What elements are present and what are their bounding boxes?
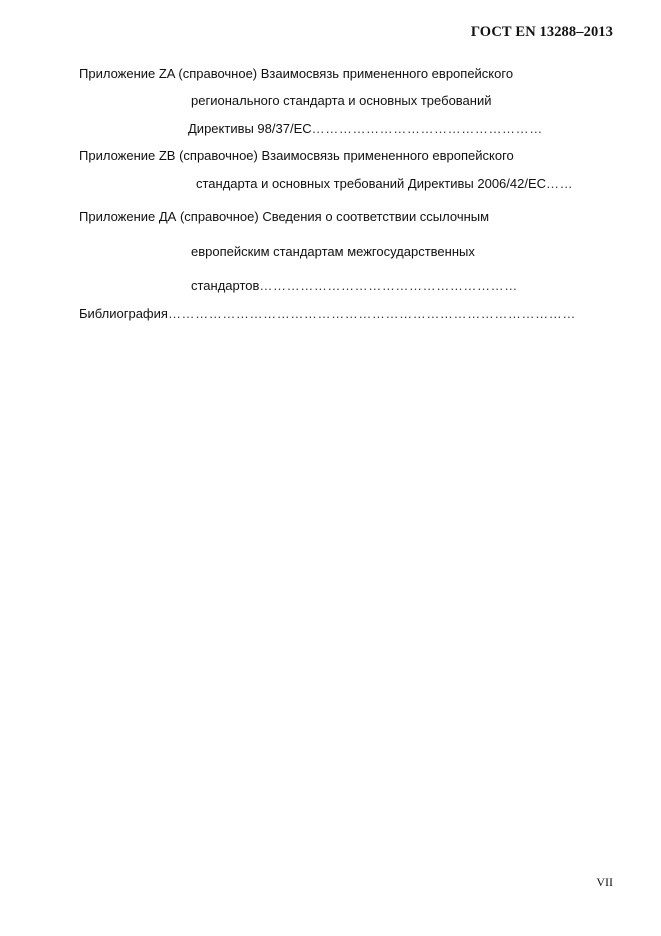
toc-annex-za-line1: Приложение ZA (справочное) Взаимосвязь примененного европейского <box>79 66 514 81</box>
toc-bibliography <box>79 306 576 322</box>
page-number: VII <box>596 875 613 889</box>
toc-annex-zb-line1: Приложение ZB (справочное) Взаимосвязь примененного европейского <box>79 148 514 163</box>
toc-annex-da-line3 <box>191 278 518 294</box>
toc-annex-zb-line2 <box>196 176 573 192</box>
toc-annex-za-line3 <box>188 121 543 137</box>
toc-annex-da-line2: европейским стандартам межгосударственных <box>191 244 475 259</box>
toc-dot-leader: ………………………………………………… <box>259 278 518 293</box>
toc-dot-leader: …… <box>546 176 574 191</box>
toc-annex-da-title-end: стандартов <box>191 278 260 293</box>
toc-annex-zb-title-end: стандарта и основных требований Директивы 2006/42/EC <box>196 176 547 191</box>
toc-annex-za-title-end: Директивы 98/37/EC <box>188 121 312 136</box>
toc-dot-leader: ……………………………………………………………………………… <box>167 306 576 321</box>
toc-bibliography-label: Библиография <box>79 306 168 321</box>
toc-annex-da-line1: Приложение ДА (справочное) Сведения о соответствии ссылочным <box>79 209 490 224</box>
toc-annex-za-line2: регионального стандарта и основных требований <box>191 93 492 108</box>
document-code: ГОСТ EN 13288–2013 <box>470 24 613 40</box>
toc-dot-leader: …………………………………………… <box>311 121 543 136</box>
